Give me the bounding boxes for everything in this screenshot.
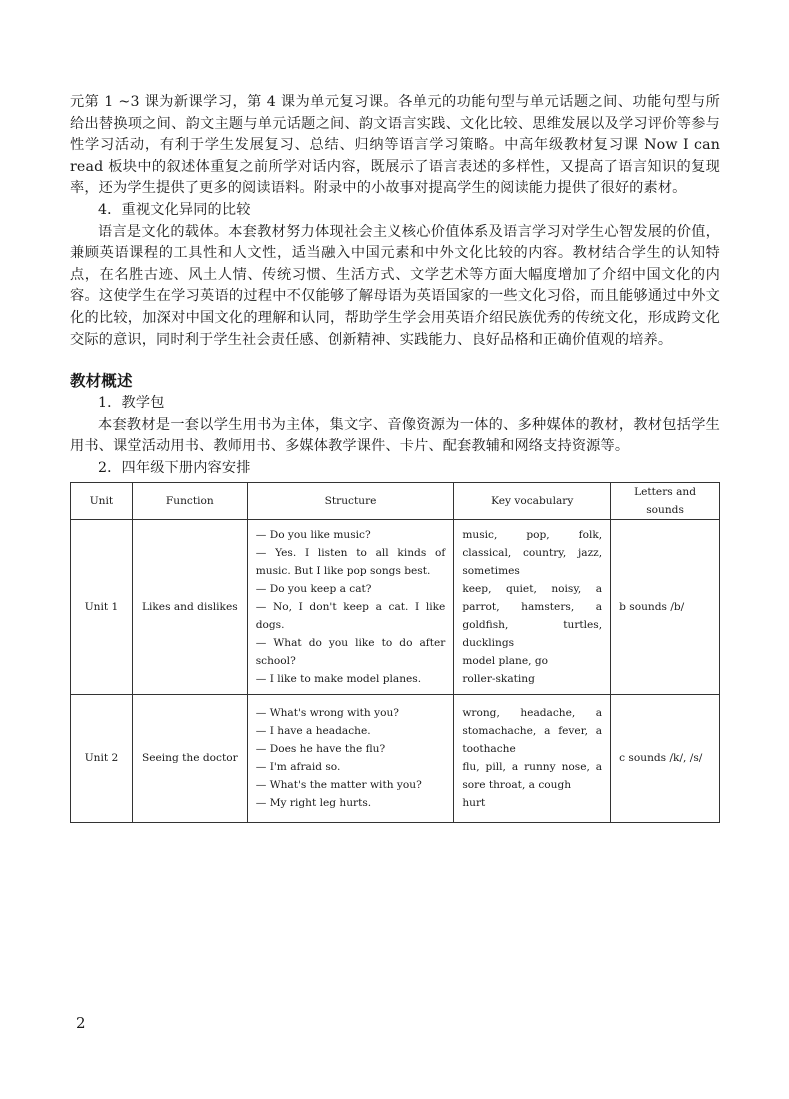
table-row	[71, 694, 720, 822]
unit-cell: Unit 1	[71, 519, 133, 694]
structure-line: — What's the matter with you?	[255, 779, 422, 791]
vocabulary-line: flu, pill, a runny nose, a sore throat, a cough	[462, 761, 603, 791]
section-2-title: 2．四年级下册内容安排	[98, 459, 251, 476]
function-cell: Likes and dislikes	[132, 519, 247, 694]
vocabulary-cell	[454, 519, 611, 694]
structure-line: — What's wrong with you?	[255, 707, 399, 719]
function-cell: Seeing the doctor	[132, 694, 247, 822]
structure-line: — I'm afraid so.	[255, 761, 341, 773]
header-function: Function	[132, 482, 247, 519]
section-1-title: 1．教学包	[98, 395, 165, 412]
structure-line: — Yes. I listen to all kinds of music. But I like pop songs best.	[255, 546, 446, 577]
vocabulary-line: keep, quiet, noisy, a parrot, hamsters, a goldfish, turtles, ducklings	[462, 582, 603, 649]
sounds-cell: b sounds /b/	[611, 519, 720, 694]
structure-line: — What do you like to do after school?	[255, 636, 446, 667]
structure-cell	[247, 694, 454, 822]
header-unit: Unit	[71, 482, 133, 519]
vocabulary-line: hurt	[462, 797, 486, 809]
content-table	[70, 482, 720, 823]
document-page	[70, 92, 720, 823]
teaching-pack-paragraph: 本套教材是一套以学生用书为主体，集文字、音像资源为一体的、多种媒体的教材，教材包括学生用书、课堂活动用书、教师用书、多媒体教学课件、卡片、配套教辅和网络支持资源等。	[70, 416, 720, 455]
header-vocabulary: Key vocabulary	[454, 482, 611, 519]
table-row	[71, 519, 720, 694]
structure-line: — No, I don't keep a cat. I like dogs.	[255, 600, 446, 631]
structure-line: — My right leg hurts.	[255, 797, 372, 809]
sounds-cell: c sounds /k/, /s/	[611, 694, 720, 822]
table-header-row	[71, 482, 720, 519]
structure-cell	[247, 519, 454, 694]
structure-line: — I like to make model planes.	[255, 672, 422, 685]
vocabulary-line: model plane, go	[462, 654, 549, 667]
vocabulary-line: roller-skating	[462, 672, 535, 685]
header-sounds: Letters and sounds	[611, 482, 720, 519]
structure-line: — Does he have the flu?	[255, 743, 386, 755]
structure-line: — I have a headache.	[255, 725, 371, 737]
vocabulary-line: wrong, headache, a stomachache, a fever, a toothache	[462, 707, 603, 755]
section-4-title: 4．重视文化异同的比较	[98, 201, 251, 218]
section-heading: 教材概述	[70, 371, 133, 391]
intro-paragraph: 元第 1 ~3 课为新课学习，第 4 课为单元复习课。各单元的功能句型与单元话题之间、功能句型与所给出替换项之间、韵文主题与单元话题之间、韵文语言实践、文化比较、思维发展以及学习评价等参与性学习活动，有利于学生发展复习、总结、归纳等语言学习策略。中高年级教材复习课 Now I can read 板块中的叙述体重复之前所学对话内容，既展示了语言表述的多样性，又提高了语言知识的复现率，还为学生提供了更多的阅读语料。附录中的小故事对提高学生的阅读能力提供了很好的素材。	[70, 94, 720, 197]
page-number: 2	[76, 1014, 86, 1032]
vocabulary-line: music, pop, folk, classical, country, jazz, sometimes	[462, 528, 603, 577]
culture-paragraph: 语言是文化的载体。本套教材努力体现社会主义核心价值体系及语言学习对学生心智发展的价值，兼顾英语课程的工具性和人文性，适当融入中国元素和中外文化比较的内容。教材结合学生的认知特点，在名胜古迹、风土人情、传统习惯、生活方式、文学艺术等方面大幅度增加了介绍中国文化的内容。这使学生在学习英语的过程中不仅能够了解母语为英语国家的一些文化习俗，而且能够通过中外文化的比较，加深对中国文化的理解和认同，帮助学生学会用英语介绍民族优秀的传统文化，形成跨文化交际的意识，同时利于学生社会责任感、创新精神、实践能力、良好品格和正确价值观的培养。	[70, 223, 720, 348]
structure-line: — Do you keep a cat?	[255, 582, 372, 595]
vocabulary-cell	[454, 694, 611, 822]
structure-line: — Do you like music?	[255, 528, 371, 541]
header-structure: Structure	[247, 482, 454, 519]
unit-cell: Unit 2	[71, 694, 133, 822]
